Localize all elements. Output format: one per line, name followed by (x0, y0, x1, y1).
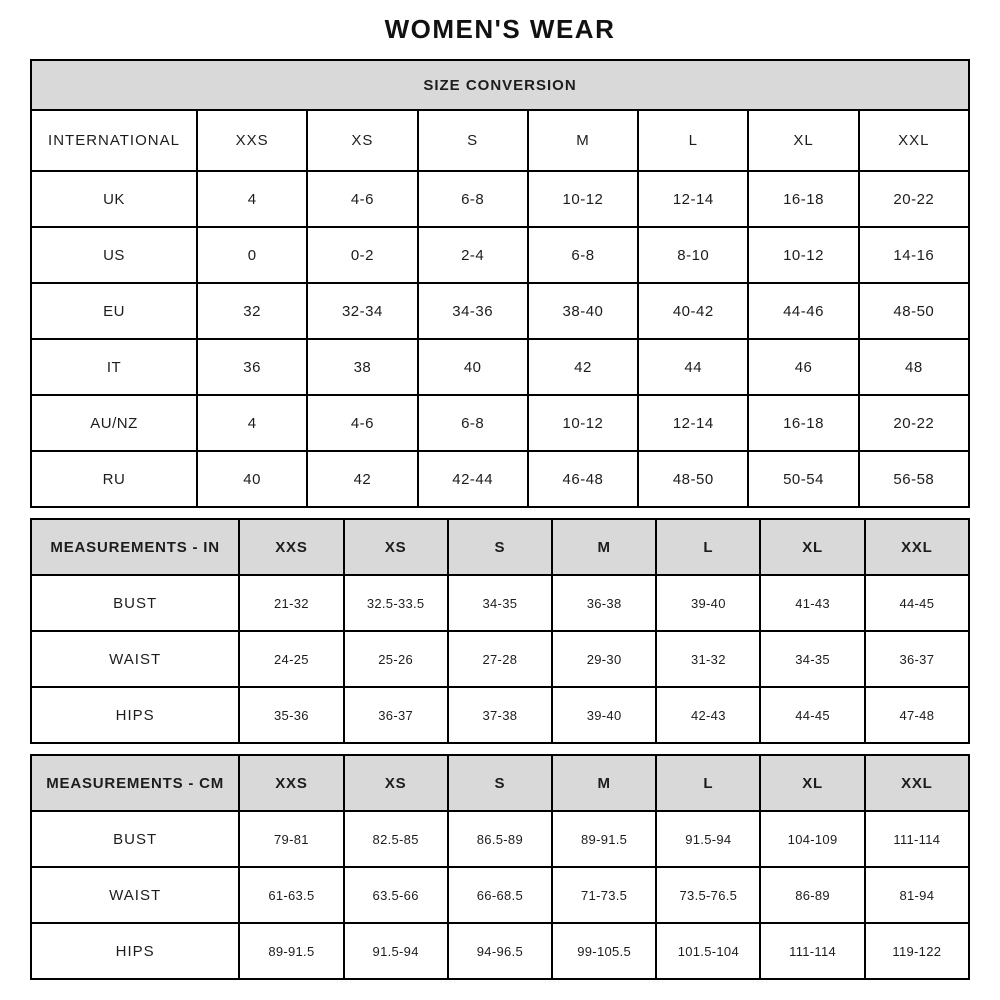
size-cell: 20-22 (859, 171, 969, 227)
size-cell: 4-6 (307, 395, 417, 451)
size-cell: 14-16 (859, 227, 969, 283)
size-cell: 40 (197, 451, 307, 507)
measurement-cell: 44-45 (865, 575, 969, 631)
measurement-cell: 36-38 (552, 575, 656, 631)
measurement-cell: 94-96.5 (448, 923, 552, 979)
size-cell: 48-50 (859, 283, 969, 339)
column-header-xl: XL (760, 519, 864, 575)
measurement-cell: 32.5-33.5 (344, 575, 448, 631)
size-cell: 48-50 (638, 451, 748, 507)
size-cell: 4 (197, 395, 307, 451)
measurements-cm-header-row (31, 755, 969, 811)
size-cell: 46 (748, 339, 858, 395)
measurements-in-table (30, 518, 970, 744)
measurement-cell: 36-37 (344, 687, 448, 743)
column-header-xs: XS (344, 519, 448, 575)
size-cell: 2-4 (418, 227, 528, 283)
row-label: HIPS (31, 923, 239, 979)
size-cell: 4-6 (307, 171, 417, 227)
measurement-cell: 41-43 (760, 575, 864, 631)
table-row-it (31, 339, 969, 395)
measurement-cell: 119-122 (865, 923, 969, 979)
size-cell: 40 (418, 339, 528, 395)
measurement-cell: 35-36 (239, 687, 343, 743)
column-header-l: L (656, 755, 760, 811)
measurement-cell: 66-68.5 (448, 867, 552, 923)
row-label: IT (31, 339, 197, 395)
measurement-cell: 111-114 (760, 923, 864, 979)
row-label: BUST (31, 575, 239, 631)
measurement-cell: 104-109 (760, 811, 864, 867)
measurements-cm-table (30, 754, 970, 980)
table-row-us (31, 227, 969, 283)
measurement-cell: 86-89 (760, 867, 864, 923)
measurement-cell: 39-40 (656, 575, 760, 631)
size-cell: 10-12 (528, 395, 638, 451)
column-header-xxl: XXL (865, 519, 969, 575)
size-cell: 44-46 (748, 283, 858, 339)
table-row-hips-cm (31, 923, 969, 979)
page-title: WOMEN'S WEAR (384, 14, 616, 44)
size-cell: 42 (528, 339, 638, 395)
measurement-cell: 61-63.5 (239, 867, 343, 923)
measurement-cell: 39-40 (552, 687, 656, 743)
size-cell: 32 (197, 283, 307, 339)
size-conversion-header: SIZE CONVERSION (31, 60, 969, 110)
table-row-bust-in (31, 575, 969, 631)
size-cell: 10-12 (528, 171, 638, 227)
size-cell: 42-44 (418, 451, 528, 507)
column-header-xs: XS (307, 110, 417, 171)
measurement-cell: 82.5-85 (344, 811, 448, 867)
size-cell: 46-48 (528, 451, 638, 507)
measurement-cell: 79-81 (239, 811, 343, 867)
table-row-waist-cm (31, 867, 969, 923)
row-label: WAIST (31, 631, 239, 687)
column-header-xxs: XXS (239, 519, 343, 575)
measurement-cell: 36-37 (865, 631, 969, 687)
measurement-cell: 86.5-89 (448, 811, 552, 867)
size-cell: 12-14 (638, 171, 748, 227)
row-label: AU/NZ (31, 395, 197, 451)
row-label: RU (31, 451, 197, 507)
size-cell: 34-36 (418, 283, 528, 339)
column-header-l: L (638, 110, 748, 171)
size-cell: 44 (638, 339, 748, 395)
measurement-cell: 73.5-76.5 (656, 867, 760, 923)
size-cell: 42 (307, 451, 417, 507)
measurement-cell: 27-28 (448, 631, 552, 687)
column-header-m: M (528, 110, 638, 171)
measurement-cell: 91.5-94 (656, 811, 760, 867)
measurement-cell: 24-25 (239, 631, 343, 687)
measurements-in-header: MEASUREMENTS - IN (31, 519, 239, 575)
column-header-xxs: XXS (239, 755, 343, 811)
table-row-aunz (31, 395, 969, 451)
measurement-cell: 44-45 (760, 687, 864, 743)
size-cell: 12-14 (638, 395, 748, 451)
row-label: EU (31, 283, 197, 339)
size-conversion-banner-row (31, 60, 969, 110)
measurements-in-header-row (31, 519, 969, 575)
row-label: UK (31, 171, 197, 227)
size-cell: 0 (197, 227, 307, 283)
row-label: BUST (31, 811, 239, 867)
measurement-cell: 81-94 (865, 867, 969, 923)
column-header-international: INTERNATIONAL (31, 110, 197, 171)
size-cell: 10-12 (748, 227, 858, 283)
column-header-l: L (656, 519, 760, 575)
row-label: WAIST (31, 867, 239, 923)
size-cell: 4 (197, 171, 307, 227)
size-cell: 16-18 (748, 171, 858, 227)
size-cell: 16-18 (748, 395, 858, 451)
measurement-cell: 89-91.5 (552, 811, 656, 867)
size-cell: 6-8 (528, 227, 638, 283)
measurement-cell: 31-32 (656, 631, 760, 687)
column-header-xxl: XXL (859, 110, 969, 171)
size-cell: 38 (307, 339, 417, 395)
measurement-cell: 71-73.5 (552, 867, 656, 923)
table-row-waist-in (31, 631, 969, 687)
column-header-xxl: XXL (865, 755, 969, 811)
size-cell: 6-8 (418, 395, 528, 451)
measurement-cell: 42-43 (656, 687, 760, 743)
measurement-cell: 101.5-104 (656, 923, 760, 979)
measurement-cell: 34-35 (760, 631, 864, 687)
size-cell: 0-2 (307, 227, 417, 283)
size-cell: 56-58 (859, 451, 969, 507)
size-cell: 48 (859, 339, 969, 395)
column-header-m: M (552, 519, 656, 575)
table-row-ru (31, 451, 969, 507)
table-row-uk (31, 171, 969, 227)
table-row-bust-cm (31, 811, 969, 867)
size-cell: 8-10 (638, 227, 748, 283)
table-row-hips-in (31, 687, 969, 743)
row-label: US (31, 227, 197, 283)
column-header-xxs: XXS (197, 110, 307, 171)
size-conversion-table (30, 59, 970, 508)
measurement-cell: 111-114 (865, 811, 969, 867)
size-cell: 32-34 (307, 283, 417, 339)
size-cell: 20-22 (859, 395, 969, 451)
measurement-cell: 99-105.5 (552, 923, 656, 979)
table-row-eu (31, 283, 969, 339)
column-header-m: M (552, 755, 656, 811)
measurement-cell: 91.5-94 (344, 923, 448, 979)
size-cell: 38-40 (528, 283, 638, 339)
size-cell: 50-54 (748, 451, 858, 507)
measurement-cell: 37-38 (448, 687, 552, 743)
measurement-cell: 89-91.5 (239, 923, 343, 979)
measurement-cell: 25-26 (344, 631, 448, 687)
measurements-cm-header: MEASUREMENTS - CM (31, 755, 239, 811)
size-cell: 40-42 (638, 283, 748, 339)
measurement-cell: 63.5-66 (344, 867, 448, 923)
measurement-cell: 29-30 (552, 631, 656, 687)
size-cell: 36 (197, 339, 307, 395)
column-header-s: S (418, 110, 528, 171)
row-label: HIPS (31, 687, 239, 743)
column-header-xl: XL (748, 110, 858, 171)
measurement-cell: 21-32 (239, 575, 343, 631)
column-header-s: S (448, 519, 552, 575)
column-header-xs: XS (344, 755, 448, 811)
size-conversion-column-header-row (31, 110, 969, 171)
column-header-xl: XL (760, 755, 864, 811)
column-header-s: S (448, 755, 552, 811)
measurement-cell: 47-48 (865, 687, 969, 743)
measurement-cell: 34-35 (448, 575, 552, 631)
size-cell: 6-8 (418, 171, 528, 227)
